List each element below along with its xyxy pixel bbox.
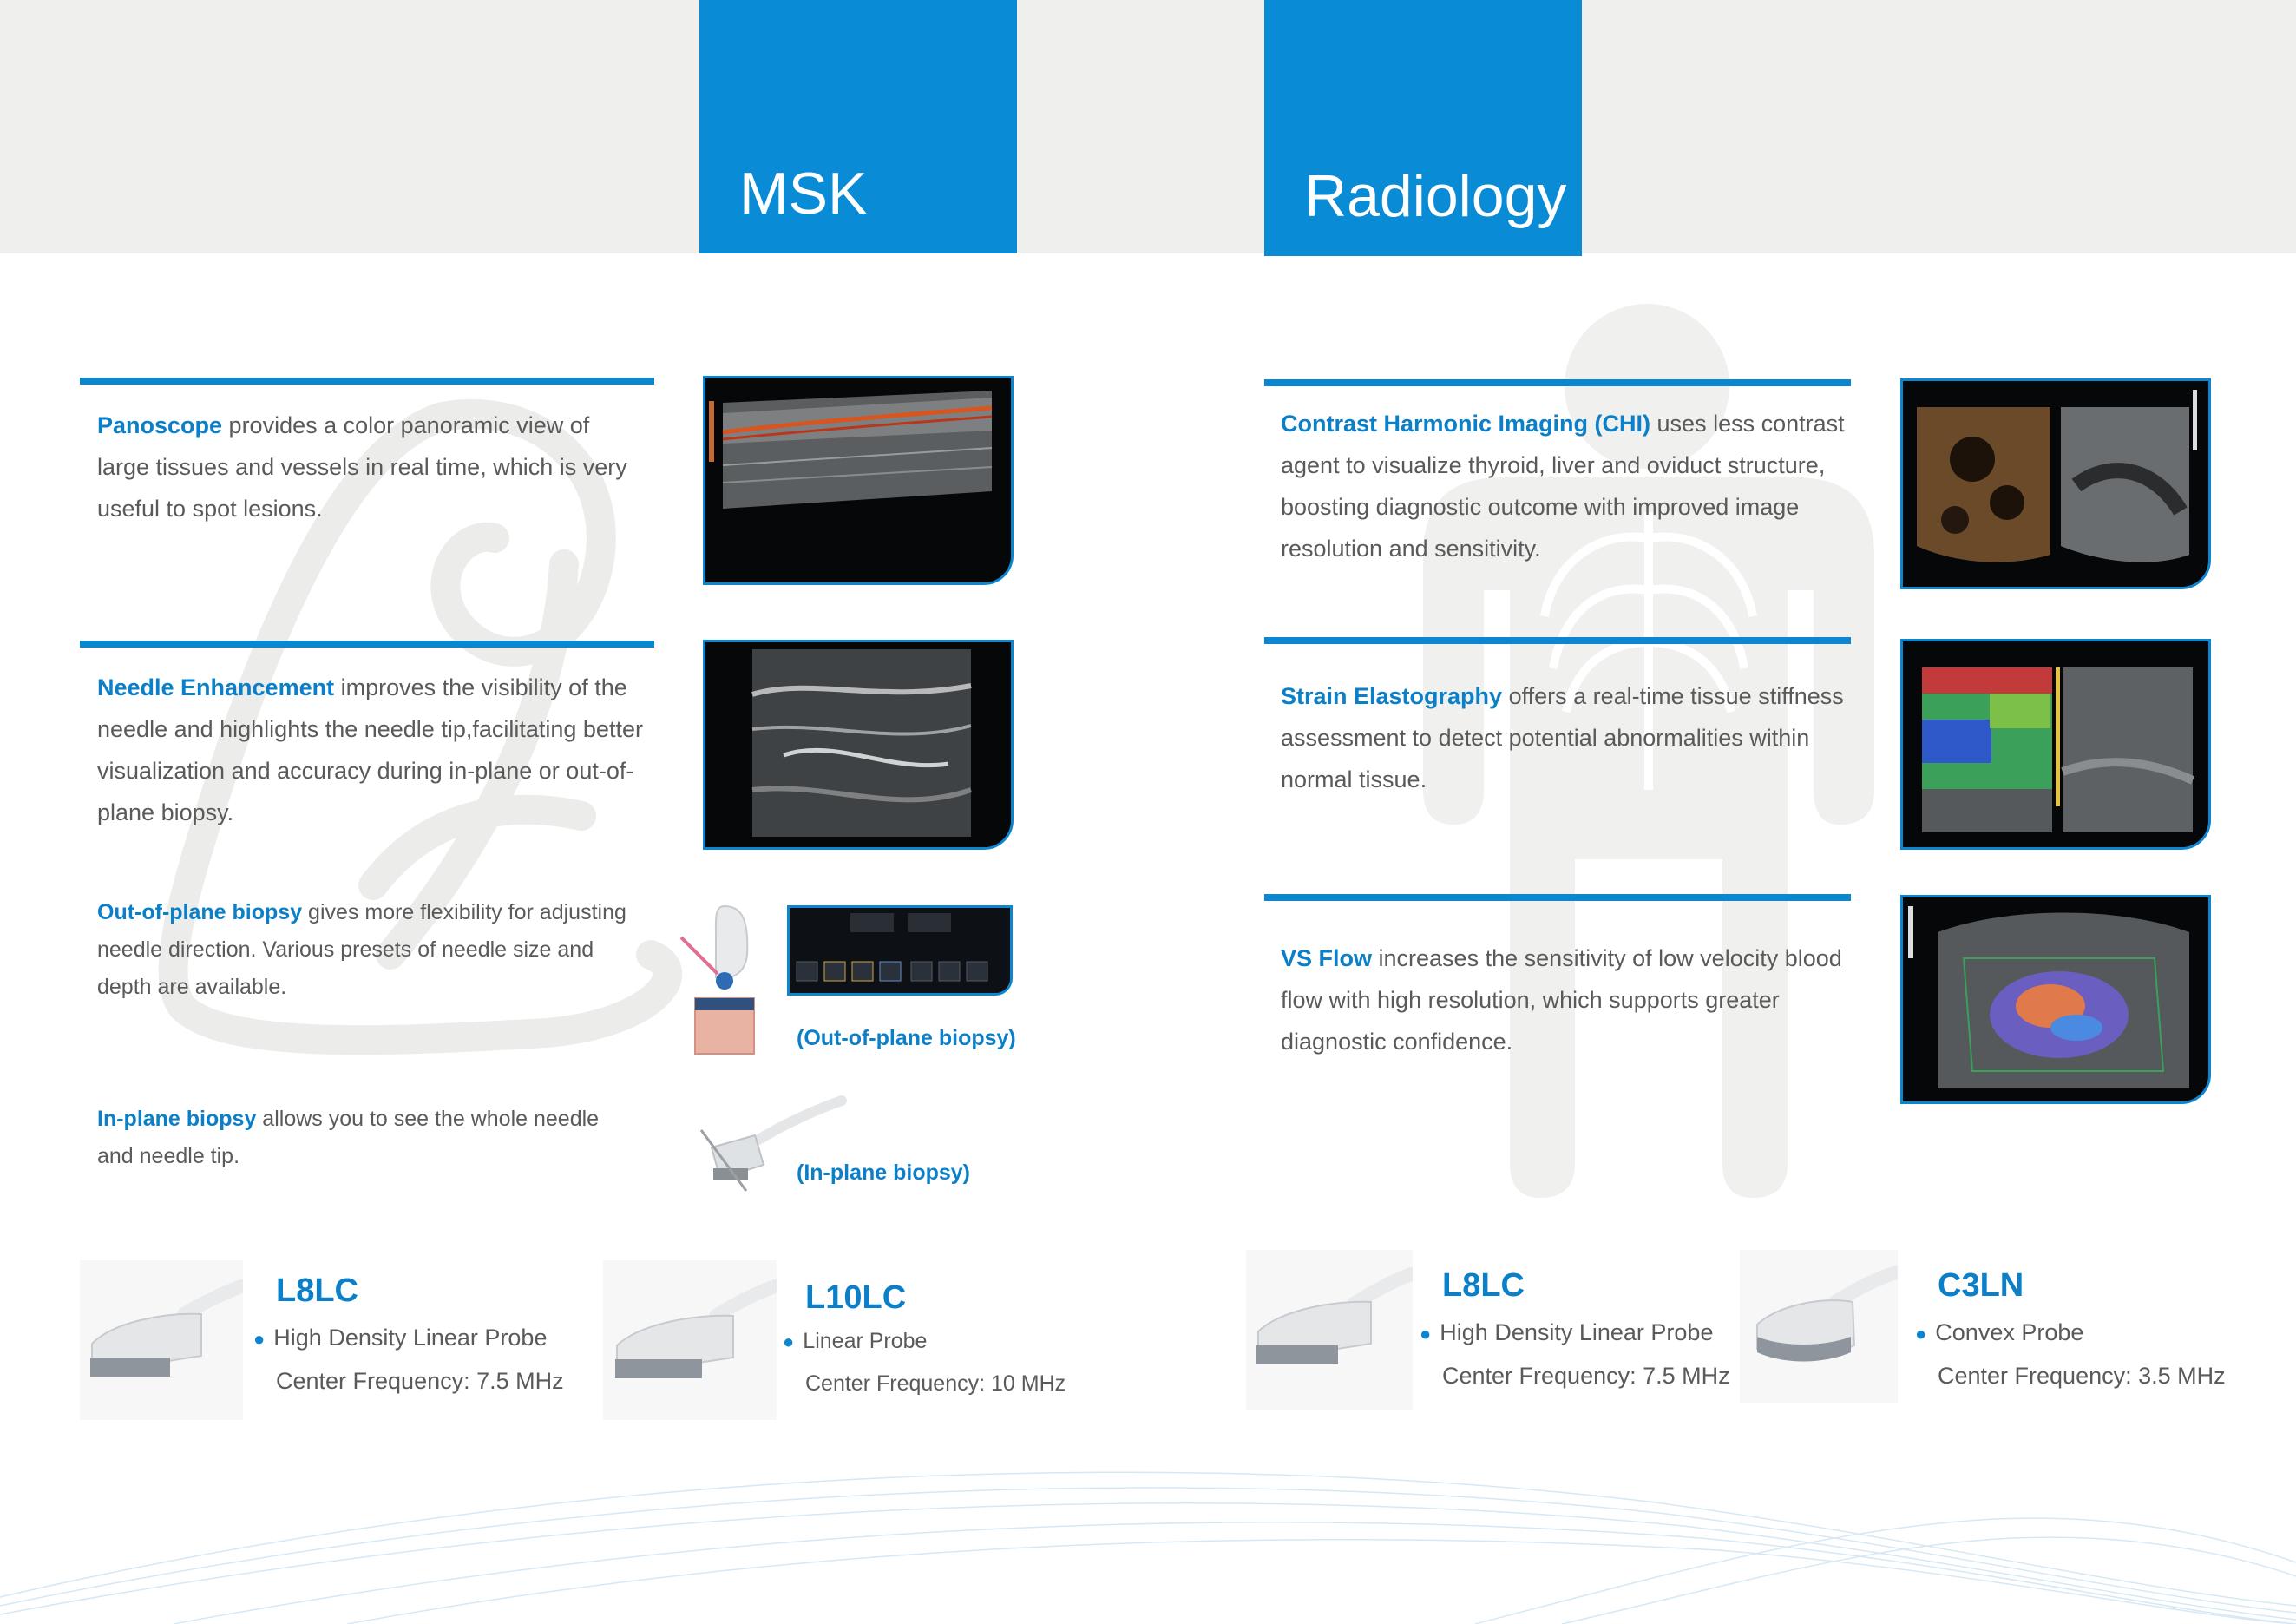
probe-name: L8LC	[1442, 1267, 1525, 1304]
chi-term: Contrast Harmonic Imaging (CHI)	[1281, 411, 1651, 437]
out-of-plane-caption: (Out-of-plane biopsy)	[797, 1026, 1016, 1050]
strain-term: Strain Elastography	[1281, 683, 1503, 709]
out-of-plane-desc: gives more flexibility for adjusting needle direction. Various presets of needle size and depth are available.	[97, 900, 626, 999]
biopsy-needle-icon	[672, 903, 768, 1063]
probe-l8lc-1	[253, 1272, 564, 1402]
bullet-icon: ●	[253, 1328, 266, 1350]
panoscope-term: Panoscope	[97, 412, 223, 438]
strain-elastography-image	[1900, 639, 2211, 850]
vsflow-desc: increases the sensitivity of low velocity blood flow with high resolution, which supports greater diagnostic confidence.	[1281, 945, 1842, 1055]
strain-text	[1281, 675, 1845, 800]
tab-msk	[699, 0, 1017, 253]
probe-type	[253, 1317, 564, 1360]
bullet-icon: ●	[1915, 1323, 1927, 1345]
probe-name: L10LC	[805, 1279, 907, 1316]
divider	[1264, 379, 1851, 386]
probe-name: L8LC	[276, 1272, 358, 1309]
bullet-icon: ●	[1420, 1323, 1432, 1345]
tab-radiology-label: Radiology	[1304, 163, 1567, 229]
probe-type	[1420, 1312, 1730, 1355]
in-plane-term: In-plane biopsy	[97, 1107, 257, 1131]
chi-image	[1900, 378, 2211, 589]
out-of-plane-text	[97, 894, 653, 1006]
probe-image-l10lc	[603, 1260, 777, 1420]
chi-desc: uses less contrast agent to visualize thyroid, liver and oviduct structure, boosting diagnostic outcome with improved image resolution and sensitivity.	[1281, 411, 1845, 562]
in-plane-desc: allows you to see the whole needle and needle tip.	[97, 1107, 600, 1168]
probe-frequency: Center Frequency: 7.5 MHz	[1442, 1363, 1730, 1389]
probe-frequency: Center Frequency: 7.5 MHz	[276, 1368, 564, 1394]
probe-c3ln	[1915, 1267, 2226, 1397]
linear-probe-icon	[603, 1260, 777, 1420]
linear-probe-icon	[1246, 1250, 1413, 1410]
strain-desc: offers a real-time tissue stiffness assessment to detect potential abnormalities within normal tissue.	[1281, 683, 1844, 792]
probe-frequency: Center Frequency: 3.5 MHz	[1938, 1363, 2226, 1389]
convex-probe-icon	[1740, 1250, 1898, 1403]
divider	[1264, 894, 1851, 901]
probe-type-text: Convex Probe	[1935, 1319, 2084, 1345]
vsflow-text	[1281, 937, 1845, 1062]
panoscope-image	[703, 376, 1014, 585]
probe-type	[1915, 1312, 2226, 1355]
needle-term: Needle Enhancement	[97, 674, 335, 700]
header-band	[0, 0, 2296, 253]
probe-type-text: Linear Probe	[803, 1329, 928, 1353]
divider	[80, 378, 654, 385]
probe-image-c3ln	[1740, 1250, 1898, 1403]
out-of-plane-term: Out-of-plane biopsy	[97, 900, 303, 924]
probe-type	[783, 1320, 1066, 1363]
panoscope-desc: provides a color panoramic view of large tissues and vessels in real time, which is very useful to spot lesions.	[97, 412, 627, 522]
linear-probe-icon	[80, 1260, 243, 1420]
divider	[1264, 637, 1851, 644]
bullet-icon: ●	[783, 1331, 795, 1352]
chi-text	[1281, 403, 1845, 569]
needle-desc: improves the visibility of the needle and highlights the needle tip,facilitating better visualization and accuracy during in-plane or out-of-plane biopsy.	[97, 674, 643, 825]
probe-frequency: Center Frequency: 10 MHz	[805, 1371, 1066, 1396]
probe-type-text: High Density Linear Probe	[273, 1325, 548, 1351]
probe-l10lc	[783, 1279, 1066, 1404]
probe-type-text: High Density Linear Probe	[1440, 1319, 1714, 1345]
tab-msk-label: MSK	[739, 161, 868, 227]
probe-l8lc-2	[1420, 1267, 1730, 1397]
tab-radiology	[1264, 0, 1582, 256]
needle-text	[97, 667, 644, 833]
needle-preset-panel	[787, 905, 1013, 996]
divider	[80, 641, 654, 648]
needle-enhancement-image	[703, 640, 1014, 850]
panoscope-text	[97, 404, 644, 529]
wave-decoration	[0, 1423, 2296, 1624]
probe-image-l8lc-2	[1246, 1250, 1413, 1410]
vsflow-term: VS Flow	[1281, 945, 1373, 971]
vs-flow-image	[1900, 895, 2211, 1104]
probe-image-l8lc	[80, 1260, 243, 1420]
in-plane-caption: (In-plane biopsy)	[797, 1160, 970, 1185]
in-plane-text	[97, 1101, 635, 1175]
probe-name: C3LN	[1938, 1267, 2024, 1304]
